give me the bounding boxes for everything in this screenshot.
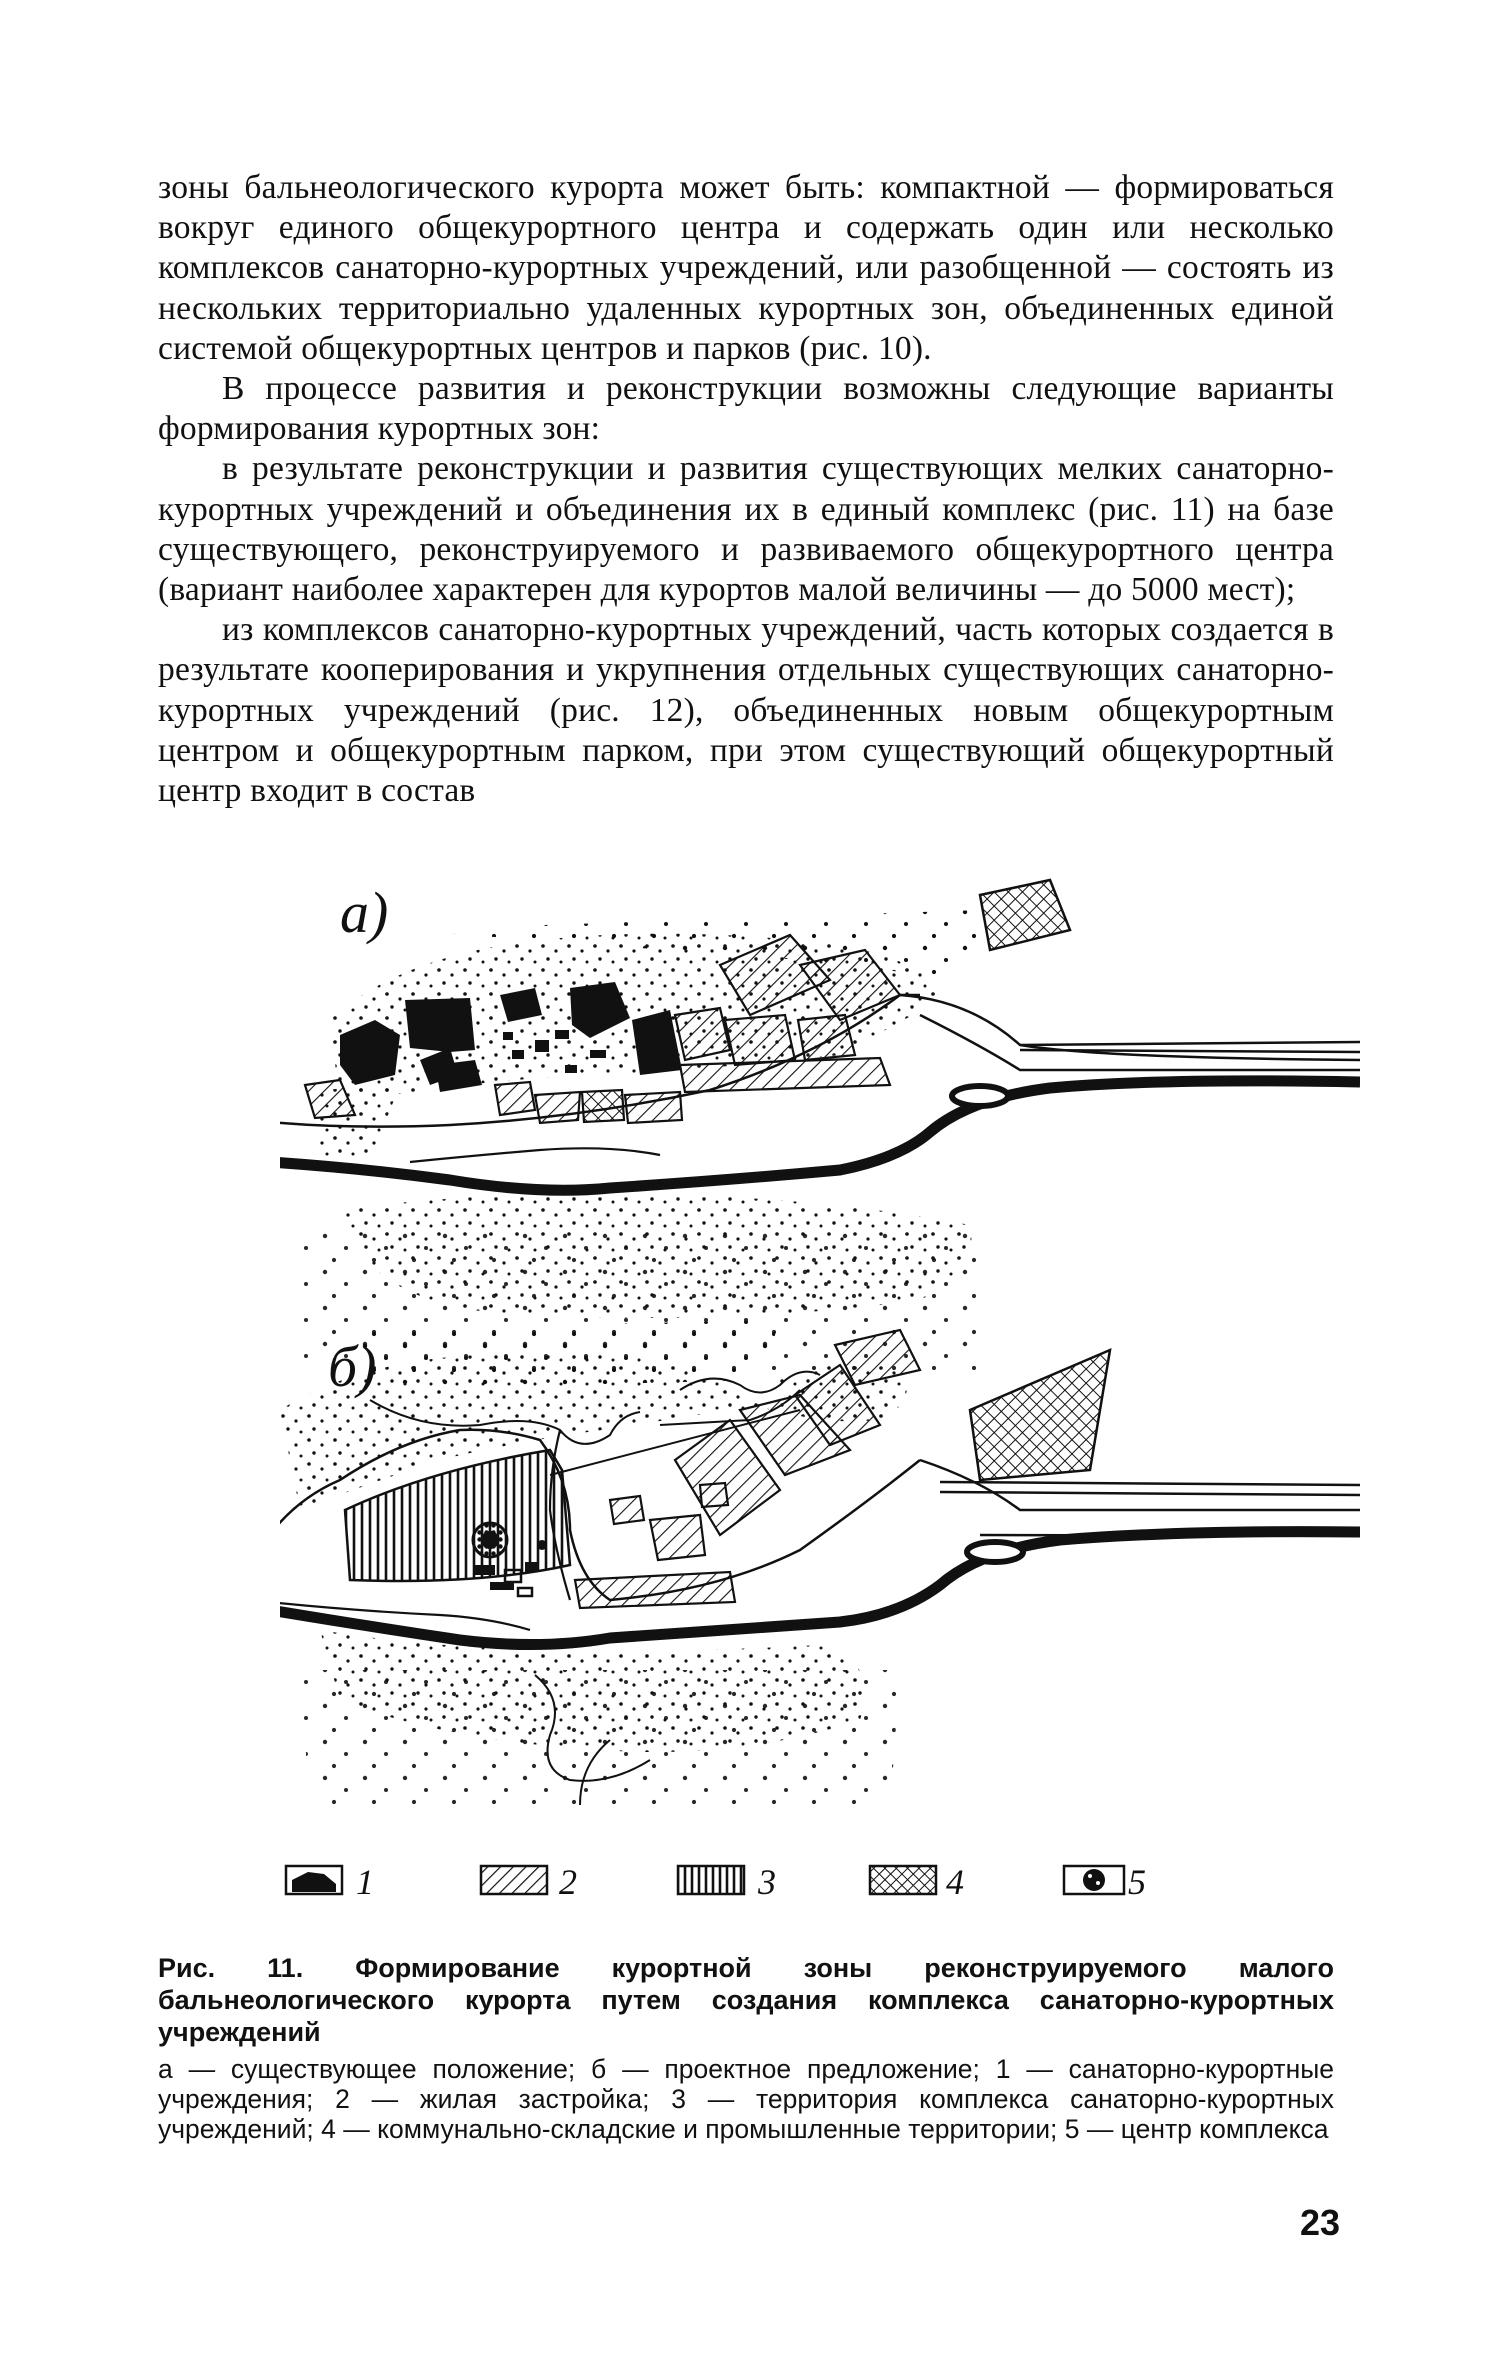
legend-vertical-hatch-icon [676, 1862, 746, 1898]
caption-notes: а — существующее положение; б — проектное предложение; 1 — санаторно-курортные учреждения; 2 — жилая застройка; 3 — территория комплекса санаторно-курортных учреждений; 4 — коммунально-складские и промышленные территории; 5 — центр комплекса [158, 2054, 1334, 2144]
paragraph-2: В процессе развития и реконструкции возможны следующие варианты формирования курортных зон: [158, 370, 1334, 448]
panel-b-label: б) [328, 1334, 377, 1399]
paragraph-3: в результате реконструкции и развития существующих мелких санаторно-курортных учреждений и объединения их в единый комплекс (рис. 11) на базе существующего, реконструируемого и развиваемого общекурортного центра (вариант наиболее характерен для курортов малой величины — до 5000 мест); [158, 450, 1334, 609]
legend-item-5 [1062, 1862, 1146, 1902]
legend-black-fill-icon [284, 1862, 344, 1898]
legend-dotted-circle-icon [1062, 1862, 1126, 1898]
legend-item-2 [479, 1862, 577, 1902]
legend-item-3 [676, 1862, 776, 1902]
legend-item-4 [868, 1862, 964, 1902]
legend-num-3: 3 [758, 1862, 776, 1902]
caption-title: Рис. 11. Формирование курортной зоны реконструируемого малого бальнеологического курорта путем создания комплекса санаторно-курортных учреждений [158, 1953, 1334, 2047]
legend-item-1 [284, 1862, 374, 1902]
figure-caption [158, 1952, 1334, 2144]
panel-a-label: а) [340, 880, 389, 945]
legend-cross-hatch-icon [868, 1862, 938, 1898]
body-text [158, 168, 1334, 811]
legend-num-1: 1 [356, 1862, 374, 1902]
legend-num-4: 4 [946, 1862, 964, 1902]
page-number: 23 [1299, 2202, 1340, 2243]
legend-num-2: 2 [559, 1862, 577, 1902]
legend-num-5: 5 [1128, 1862, 1146, 1902]
paragraph-1: зоны бальнеологического курорта может быть: компактной — формироваться вокруг единого общекурортного центра и содержать один или несколько комплексов санаторно-курортных учреждений, или разобщенной — состоять из нескольких территориально удаленных курортных зон, объединенных единой системой общекурортных центров и парков (рис. 10). [158, 169, 1334, 367]
figure-drawing [280, 870, 1360, 1910]
legend-diagonal-hatch-icon [479, 1862, 549, 1898]
figure-11 [280, 870, 1360, 1910]
panel-b-map [280, 1320, 1360, 1810]
panel-a-map [280, 880, 1360, 1370]
figure-legend [284, 1862, 1224, 1902]
paragraph-4: из комплексов санаторно-курортных учреждений, часть которых создается в результате кооперирования и укрупнения отдельных существующих санаторно-курортных учреждений (рис. 12), объединенных новым общекурортным центром и общекурортным парком, при этом существующий общекурортный центр входит в состав [158, 611, 1334, 810]
